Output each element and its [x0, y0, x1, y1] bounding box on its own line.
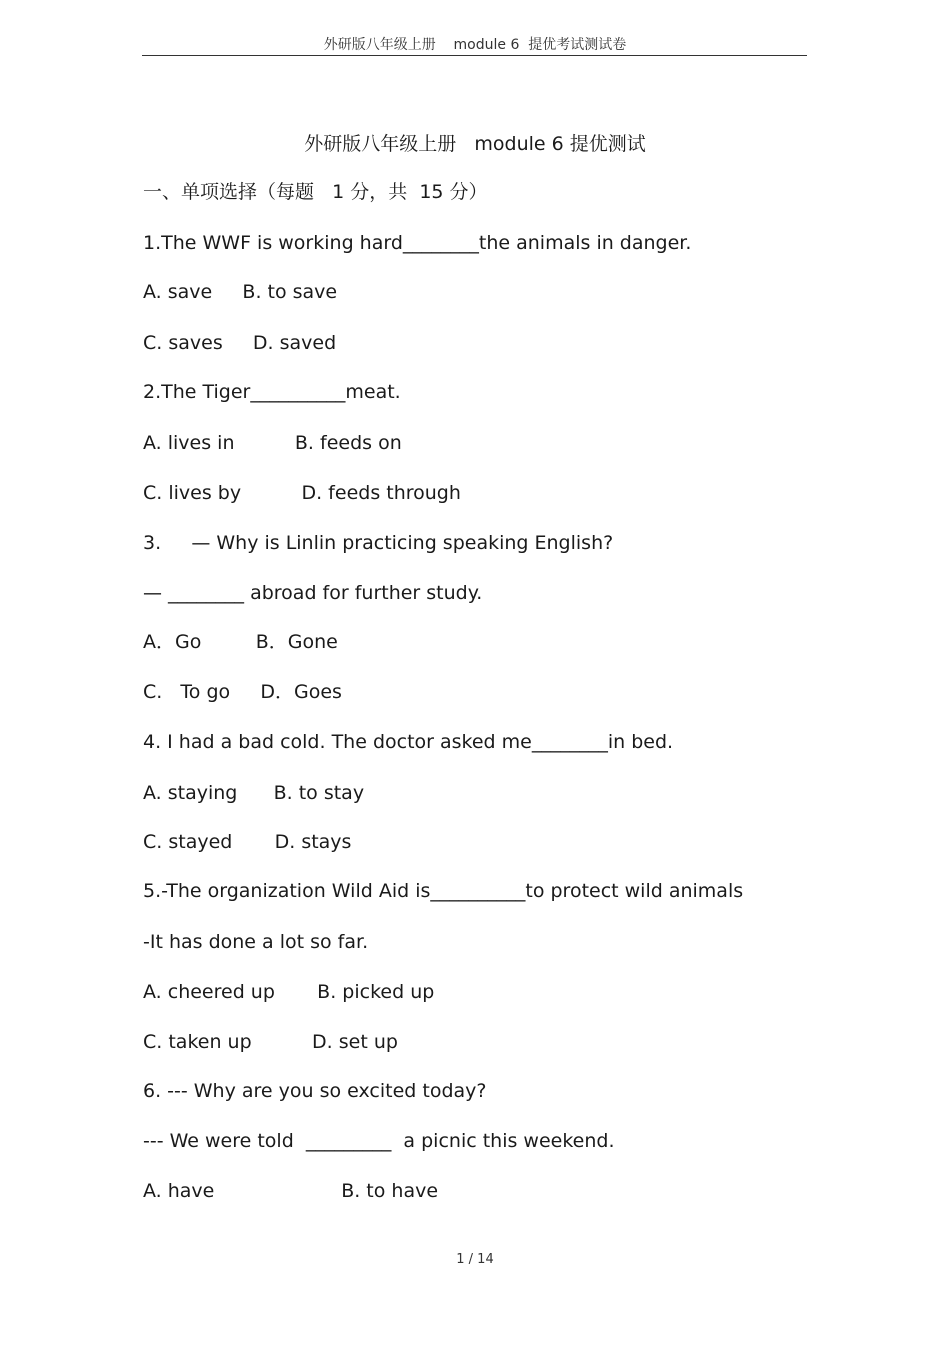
question-4-options-ab: A. staying B. to stay [143, 782, 365, 804]
question-6-answer-line: --- We were told _________ a picnic this weekend. [143, 1130, 615, 1152]
question-2-options-ab: A. lives in B. feeds on [143, 432, 402, 454]
header-rule [142, 55, 807, 56]
page-number: 1 / 14 [456, 1252, 494, 1267]
question-6: 6. --- Why are you so excited today? [143, 1080, 487, 1102]
question-1: 1.The WWF is working hard________the animals in danger. [143, 232, 692, 254]
question-5-options-cd: C. taken up D. set up [143, 1031, 398, 1053]
question-2-options-cd: C. lives by D. feeds through [143, 482, 461, 504]
question-5-options-ab: A. cheered up B. picked up [143, 981, 435, 1003]
question-5-answer-line: -It has done a lot so far. [143, 931, 369, 953]
question-4: 4. I had a bad cold. The doctor asked me________in bed. [143, 731, 674, 753]
question-5: 5.-The organization Wild Aid is__________to protect wild animals [143, 880, 744, 902]
running-header: 外研版八年级上册 module 6 提优考试测试卷 [323, 37, 627, 53]
document-title: 外研版八年级上册 module 6 提优测试 [304, 133, 646, 155]
question-3-answer-line: — ________ abroad for further study. [143, 582, 483, 604]
question-1-options-ab: A. save B. to save [143, 281, 338, 303]
question-3-options-cd: C. To go D．Goes [143, 681, 342, 703]
question-4-options-cd: C. stayed D. stays [143, 831, 352, 853]
question-3: 3. — Why is Linlin practicing speaking English? [143, 532, 614, 554]
question-6-options-ab: A. have B. to have [143, 1180, 439, 1202]
question-2: 2.The Tiger__________meat. [143, 381, 401, 403]
question-1-options-cd: C. saves D. saved [143, 332, 337, 354]
section-heading: 一、单项选择（每题 1 分，共 15 分） [143, 181, 488, 203]
question-3-options-ab: A．Go B．Gone [143, 631, 338, 653]
